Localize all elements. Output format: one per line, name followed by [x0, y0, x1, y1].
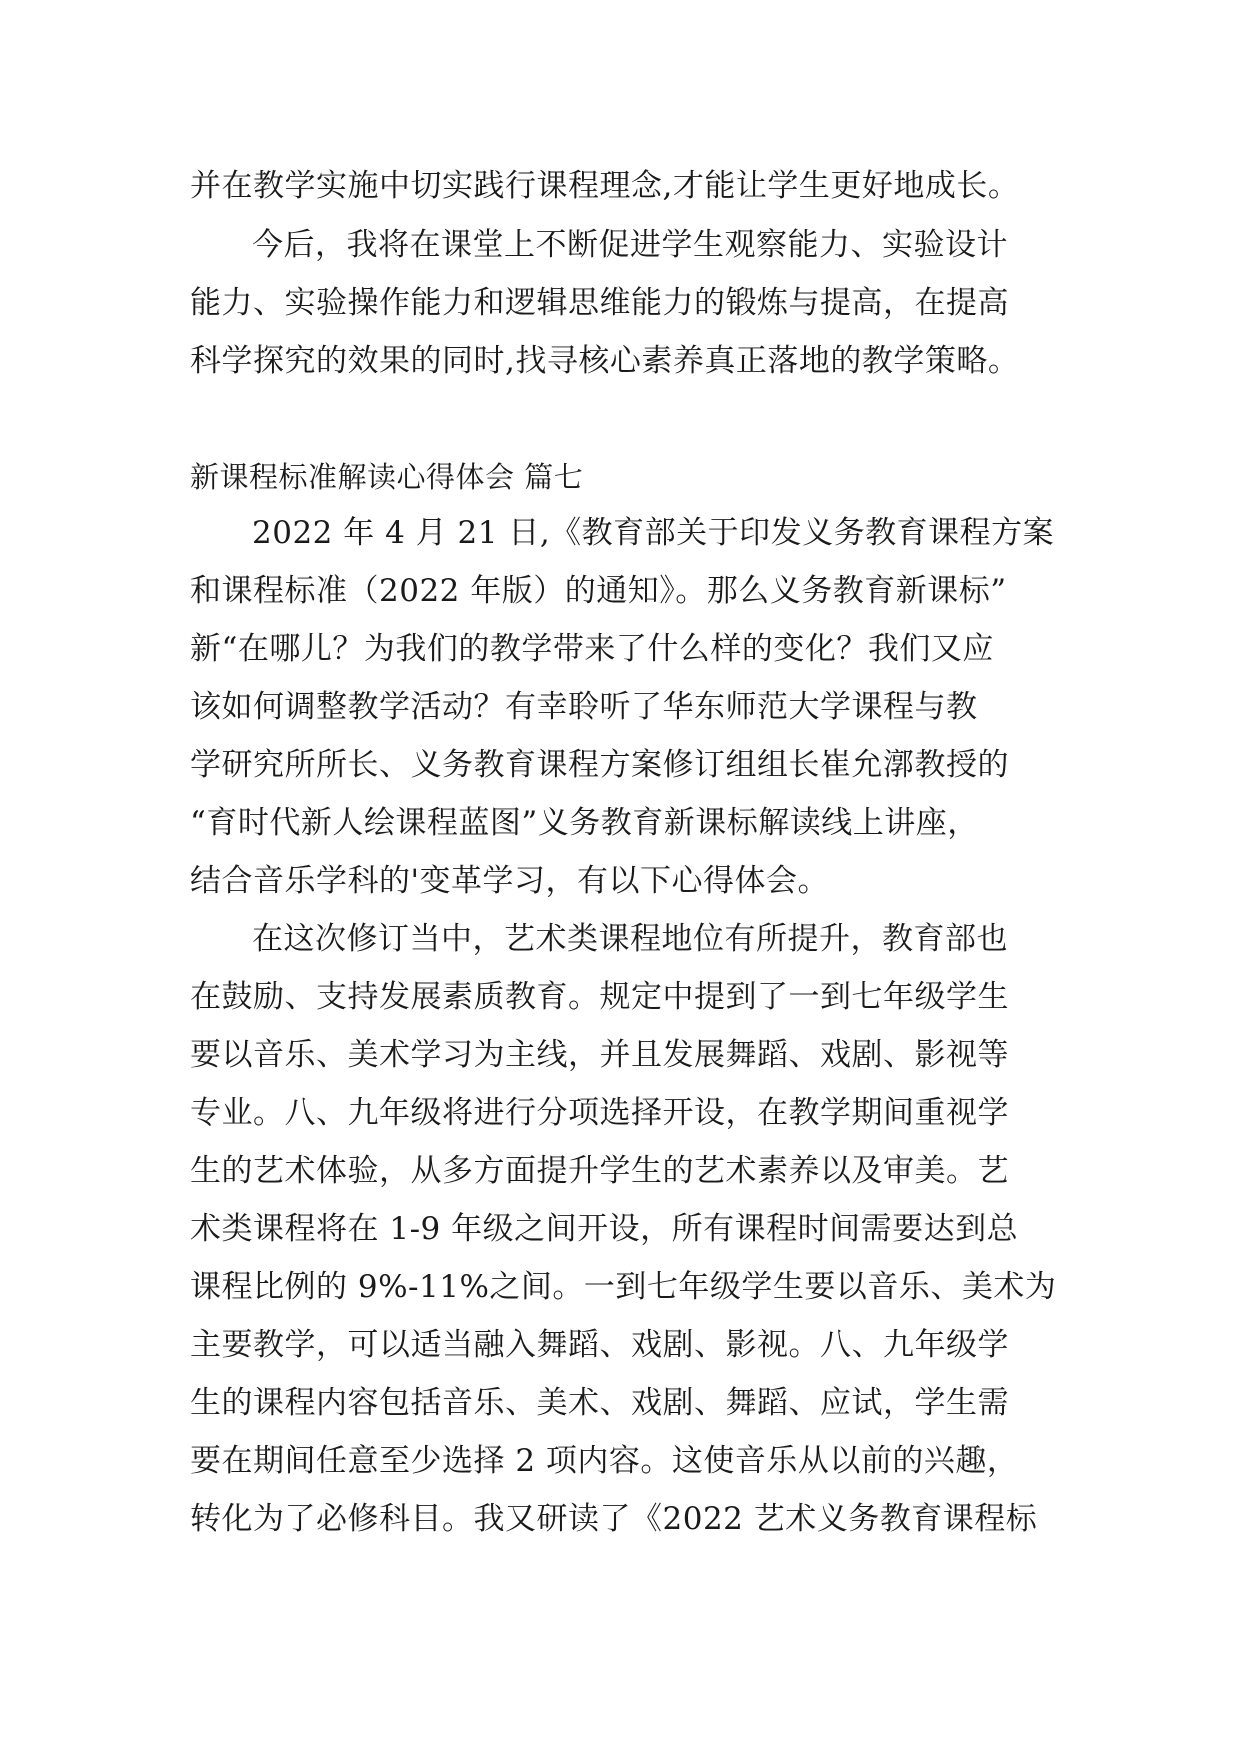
paragraph-line: 今后，我将在课堂上不断促进学生观察能力、实验设计: [252, 227, 1008, 263]
paragraph-line: 要以音乐、美术学习为主线，并且发展舞蹈、戏剧、影视等: [190, 1037, 1009, 1073]
paragraph-line: 术类课程将在 1-9 年级之间开设，所有课程时间需要达到总: [190, 1211, 1019, 1247]
paragraph-line: 该如何调整教学活动？有幸聆听了华东师范大学课程与教: [190, 689, 978, 725]
paragraph-line: 转化为了必修科目。我又研读了《2022 艺术义务教育课程标: [190, 1501, 1038, 1537]
paragraph-line: 主要教学，可以适当融入舞蹈、戏剧、影视。八、九年级学: [190, 1327, 1009, 1363]
paragraph-line: 新“在哪儿？为我们的教学带来了什么样的变化？我们又应: [190, 631, 994, 667]
paragraph-line: 课程比例的 9%-11%之间。一到七年级学生要以音乐、美术为: [190, 1269, 1057, 1305]
paragraph-line: 能力、实验操作能力和逻辑思维能力的锻炼与提高，在提高: [190, 285, 1009, 321]
paragraph-line: 要在期间任意至少选择 2 项内容。这使音乐从以前的兴趣，: [190, 1443, 1019, 1479]
paragraph-line: 在这次修订当中，艺术类课程地位有所提升，教育部也: [252, 921, 1008, 957]
paragraph-line: 学研究所所长、义务教育课程方案修订组组长崔允漷教授的: [190, 747, 1009, 783]
paragraph-line: 生的艺术体验，从多方面提升学生的艺术素养以及审美。艺: [190, 1153, 1009, 1189]
paragraph-line: 科学探究的效果的同时,找寻核心素养真正落地的教学策略。: [190, 343, 1020, 379]
paragraph-line: 生的课程内容包括音乐、美术、戏剧、舞蹈、应试，学生需: [190, 1385, 1009, 1421]
paragraph-line: 和课程标准（2022 年版）的通知》。那么义务教育新课标”: [190, 573, 1007, 609]
paragraph-line: 并在教学实施中切实践行课程理念,才能让学生更好地成长。: [190, 168, 1020, 204]
paragraph-line: “育时代新人绘课程蓝图”义务教育新课标解读线上讲座，: [190, 805, 979, 841]
paragraph-line: 2022 年 4 月 21 日,《教育部关于印发义务教育课程方案: [252, 515, 1055, 551]
paragraph-line: 在鼓励、支持发展素质教育。规定中提到了一到七年级学生: [190, 979, 1009, 1015]
paragraph-line: 专业。八、九年级将进行分项选择开设，在教学期间重视学: [190, 1095, 1009, 1131]
paragraph-line: 结合音乐学科的'变革学习，有以下心得体会。: [190, 863, 830, 899]
section-heading: 新课程标准解读心得体会 篇七: [190, 460, 584, 494]
